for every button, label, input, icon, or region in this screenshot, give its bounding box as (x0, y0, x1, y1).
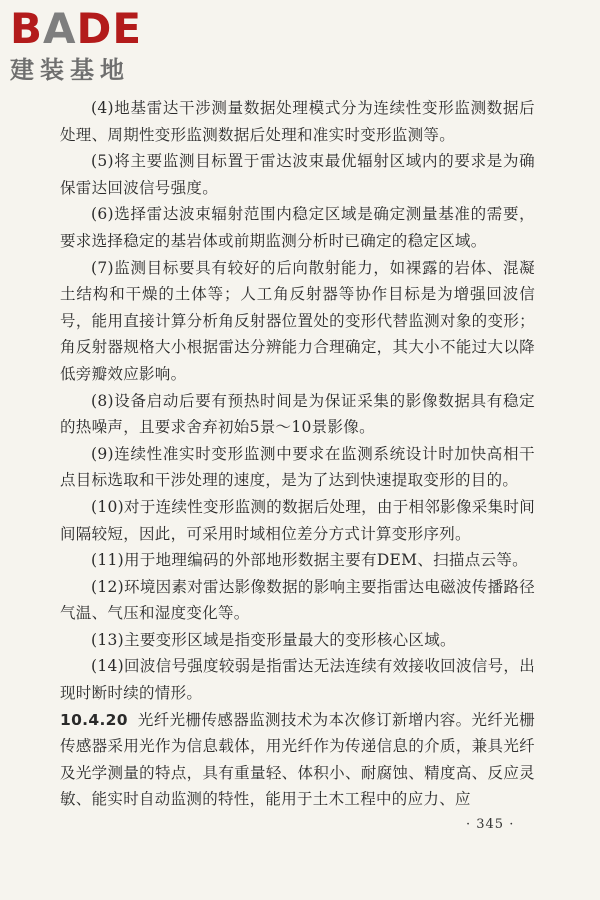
bade-logo (8, 6, 178, 86)
logo-wordmark (10, 6, 142, 52)
section-text: 光纤光栅传感器监测技术为本次修订新增内容。光纤光栅传感器采用光作为信息载体，用光纤作为传递信息的介质，兼具光纤及光学测量的特点，具有重量轻、体积小、耐腐蚀、精度高、反应灵敏、能实时自动监测的特性，能用于土木工程中的应力、应 (60, 710, 535, 809)
paragraph-12: (12)环境因素对雷达影像数据的影响主要指雷达电磁波传播路径气温、气压和湿度变化等。 (60, 577, 535, 623)
section-number: 10.4.20 (60, 710, 128, 729)
paragraph-10: (10)对于连续性变形监测的数据后处理，由于相邻影像采集时间间隔较短，因此，可采用时域相位差分方式计算变形序列。 (60, 497, 535, 543)
paragraph-6: (6)选择雷达波束辐射范围内稳定区域是确定测量基准的需要，要求选择稳定的基岩体或前期监测分析时已确定的稳定区域。 (60, 205, 535, 250)
logo-letter-a: A (43, 4, 77, 53)
paragraph-9: (9)连续性准实时变形监测中要求在监测系统设计时加快高相干点目标选取和干涉处理的速度，是为了达到快速提取变形的目的。 (60, 444, 535, 490)
paragraph-11: (11)用于地理编码的外部地形数据主要有DEM、扫描点云等。 (91, 551, 528, 570)
logo-letters-de: DE (76, 4, 143, 53)
document-body (60, 95, 535, 813)
paragraph-8: (8)设备启动后要有预热时间是为保证采集的影像数据具有稳定的热噪声，且要求舍弃初始5景～10景影像。 (60, 391, 535, 437)
logo-letter-b: B (10, 4, 44, 53)
logo-subtitle: 建装基地 (10, 56, 130, 84)
paragraph-4: (4)地基雷达干涉测量数据处理模式分为连续性变形监测数据后处理、周期性变形监测数据后处理和准实时变形监测等。 (60, 99, 535, 144)
page-number: · 345 · (466, 817, 515, 832)
paragraph-13: (13)主要变形区域是指变形量最大的变形核心区域。 (91, 630, 456, 649)
section-10-4-20 (60, 707, 535, 813)
paragraph-5: (5)将主要监测目标置于雷达波束最优辐射区域内的要求是为确保雷达回波信号强度。 (60, 152, 535, 197)
paragraph-7: (7)监测目标要具有较好的后向散射能力，如裸露的岩体、混凝土结构和干燥的土体等；人工角反射器等协作目标是为增强回波信号，能用直接计算分析角反射器位置处的变形代替监测对象的变形；角反射器规格大小根据雷达分辨能力合理确定，其大小不能过大以降低旁瓣效应影响。 (60, 258, 535, 383)
paragraph-14: (14)回波信号强度较弱是指雷达无法连续有效接收回波信号，出现时断时续的情形。 (60, 657, 535, 703)
